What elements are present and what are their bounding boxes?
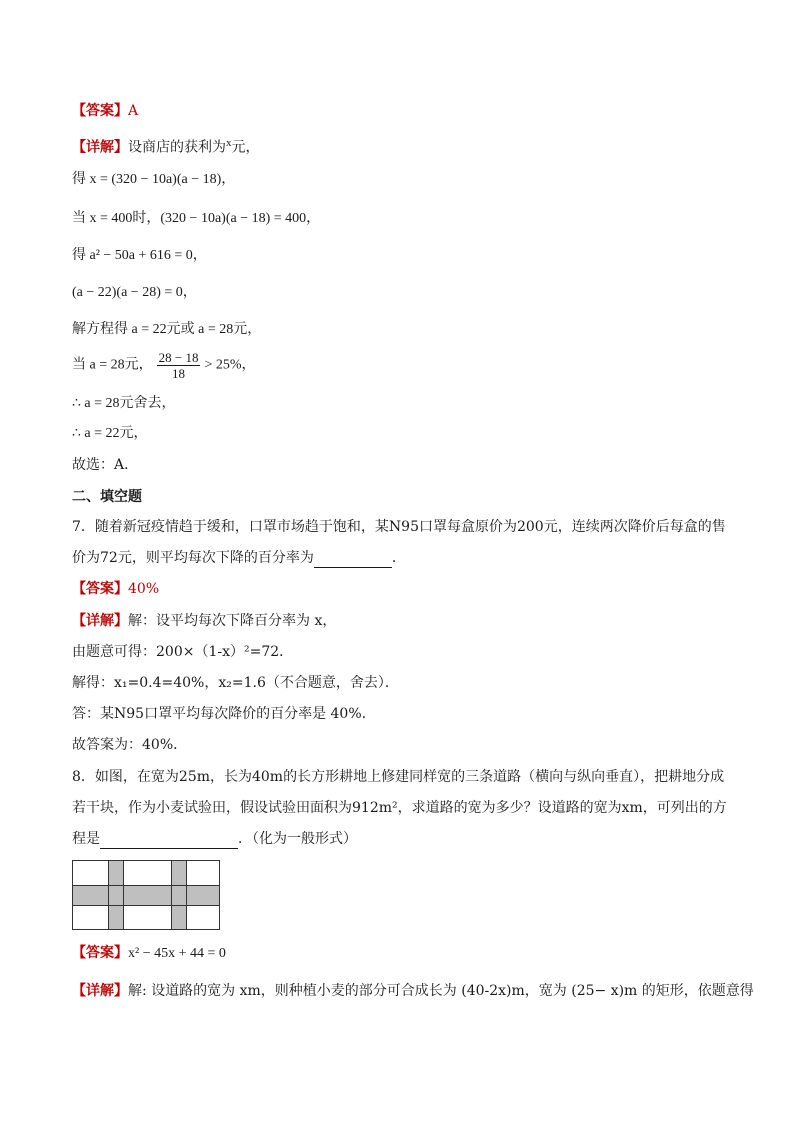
vertical-road-left bbox=[108, 861, 123, 929]
farmland-diagram bbox=[72, 860, 220, 930]
q6-detail-line-7 bbox=[72, 350, 256, 381]
q7-detail-text: 解：设平均每次下降百分率为 x， bbox=[128, 613, 337, 629]
answer-tag: 【答案】 bbox=[72, 945, 128, 961]
q6-fraction bbox=[157, 350, 201, 381]
answer-tag: 【答案】 bbox=[72, 103, 128, 119]
q8-detail-text: 解: 设道路的宽为 xm，则种植小麦的部分可合成长为 (40-2x)m，宽为 (25− x)m 的矩形，依题意得 bbox=[128, 983, 754, 999]
q8-text-3-pre: 程是 bbox=[72, 831, 100, 847]
vertical-road-right bbox=[171, 861, 186, 929]
q6-detail-line-5: (a − 22)(a − 28) = 0， bbox=[72, 285, 197, 300]
grid-line bbox=[108, 861, 109, 929]
answer-blank bbox=[100, 834, 238, 849]
q6-var-x: x bbox=[226, 137, 232, 149]
section-title: 二、填空题 bbox=[72, 489, 142, 505]
answer-tag: 【答案】 bbox=[72, 581, 128, 597]
q6-answer-line bbox=[72, 101, 138, 121]
grid-line bbox=[186, 861, 187, 929]
q6-answer: A bbox=[128, 103, 139, 119]
q6-detail-line-1 bbox=[72, 133, 260, 158]
q7-detail-line-5: 故答案为：40%． bbox=[72, 737, 188, 753]
q6-line7-post: > 25%， bbox=[204, 357, 256, 373]
q6-detail-line-3: 当 x = 400时，(320 − 10a)(a − 18) = 400， bbox=[72, 211, 321, 226]
q8-answer: x² − 45x + 44 = 0 bbox=[128, 946, 226, 961]
q6-detail-line-4: 得 a² − 50a + 616 = 0， bbox=[72, 248, 207, 263]
q7-text-1: 7．随着新冠疫情趋于缓和，口罩市场趋于饱和，某N95口罩每盒原价为200元，连续两次降价后每盒的售 bbox=[72, 519, 726, 535]
q7-text-2-pre: 价为72元，则平均每次下降的百分率为 bbox=[72, 550, 314, 566]
q7-detail-line-4: 答：某N95口罩平均每次降价的百分率是 40%． bbox=[72, 706, 376, 722]
detail-tag: 【详解】 bbox=[72, 139, 128, 156]
answer-blank bbox=[314, 553, 392, 568]
detail-tag: 【详解】 bbox=[72, 613, 128, 629]
horizontal-road bbox=[73, 885, 219, 905]
q8-text-1: 8．如图，在宽为25m，长为40m的长方形耕地上修建同样宽的三条道路（横向与纵向垂直），把耕地分成 bbox=[72, 769, 725, 785]
q7-text-2-post: ． bbox=[391, 550, 406, 566]
q6-line7-pre: 当 a = 28元， bbox=[72, 357, 153, 373]
fraction-denominator: 18 bbox=[172, 366, 186, 381]
q8-text-3-post: ．（化为一般形式） bbox=[238, 831, 357, 847]
grid-line bbox=[73, 885, 219, 886]
grid-line bbox=[123, 861, 124, 929]
q6-detail-line-10: 故选：A． bbox=[72, 457, 139, 473]
q7-detail-line-1 bbox=[72, 611, 336, 631]
q6-detail-line-9: ∴ a = 22元， bbox=[72, 426, 148, 441]
q8-answer-line bbox=[72, 943, 226, 964]
q6-detail-text-end: 元， bbox=[231, 139, 260, 156]
q7-detail-line-3: 解得：x₁=0.4=40%，x₂=1.6（不合题意，舍去）． bbox=[72, 675, 399, 691]
q8-text-2: 若干块，作为小麦试验田，假设试验田面积为912m²，求道路的宽为多少？设道路的宽为xm，可列出的方 bbox=[72, 800, 727, 816]
q6-detail-line-8: ∴ a = 28元舍去， bbox=[72, 396, 176, 411]
q6-detail-text: 设商店的获利为 bbox=[128, 139, 226, 156]
q7-detail-line-2: 由题意可得：200×（1-x）²=72． bbox=[72, 644, 294, 660]
q6-detail-line-6: 解方程得 a = 22元或 a = 28元， bbox=[72, 322, 262, 337]
q8-text-3 bbox=[72, 829, 357, 849]
q7-text-2 bbox=[72, 548, 406, 568]
q7-answer: 40% bbox=[128, 581, 160, 597]
grid-line bbox=[73, 905, 219, 906]
grid-line bbox=[171, 861, 172, 929]
q7-answer-line bbox=[72, 579, 159, 599]
q6-detail-line-2: 得 x = (320 − 10a)(a − 18)， bbox=[72, 172, 236, 187]
q8-detail-line-1 bbox=[72, 981, 754, 1001]
fraction-numerator: 28 − 18 bbox=[158, 350, 199, 365]
detail-tag: 【详解】 bbox=[72, 983, 128, 999]
